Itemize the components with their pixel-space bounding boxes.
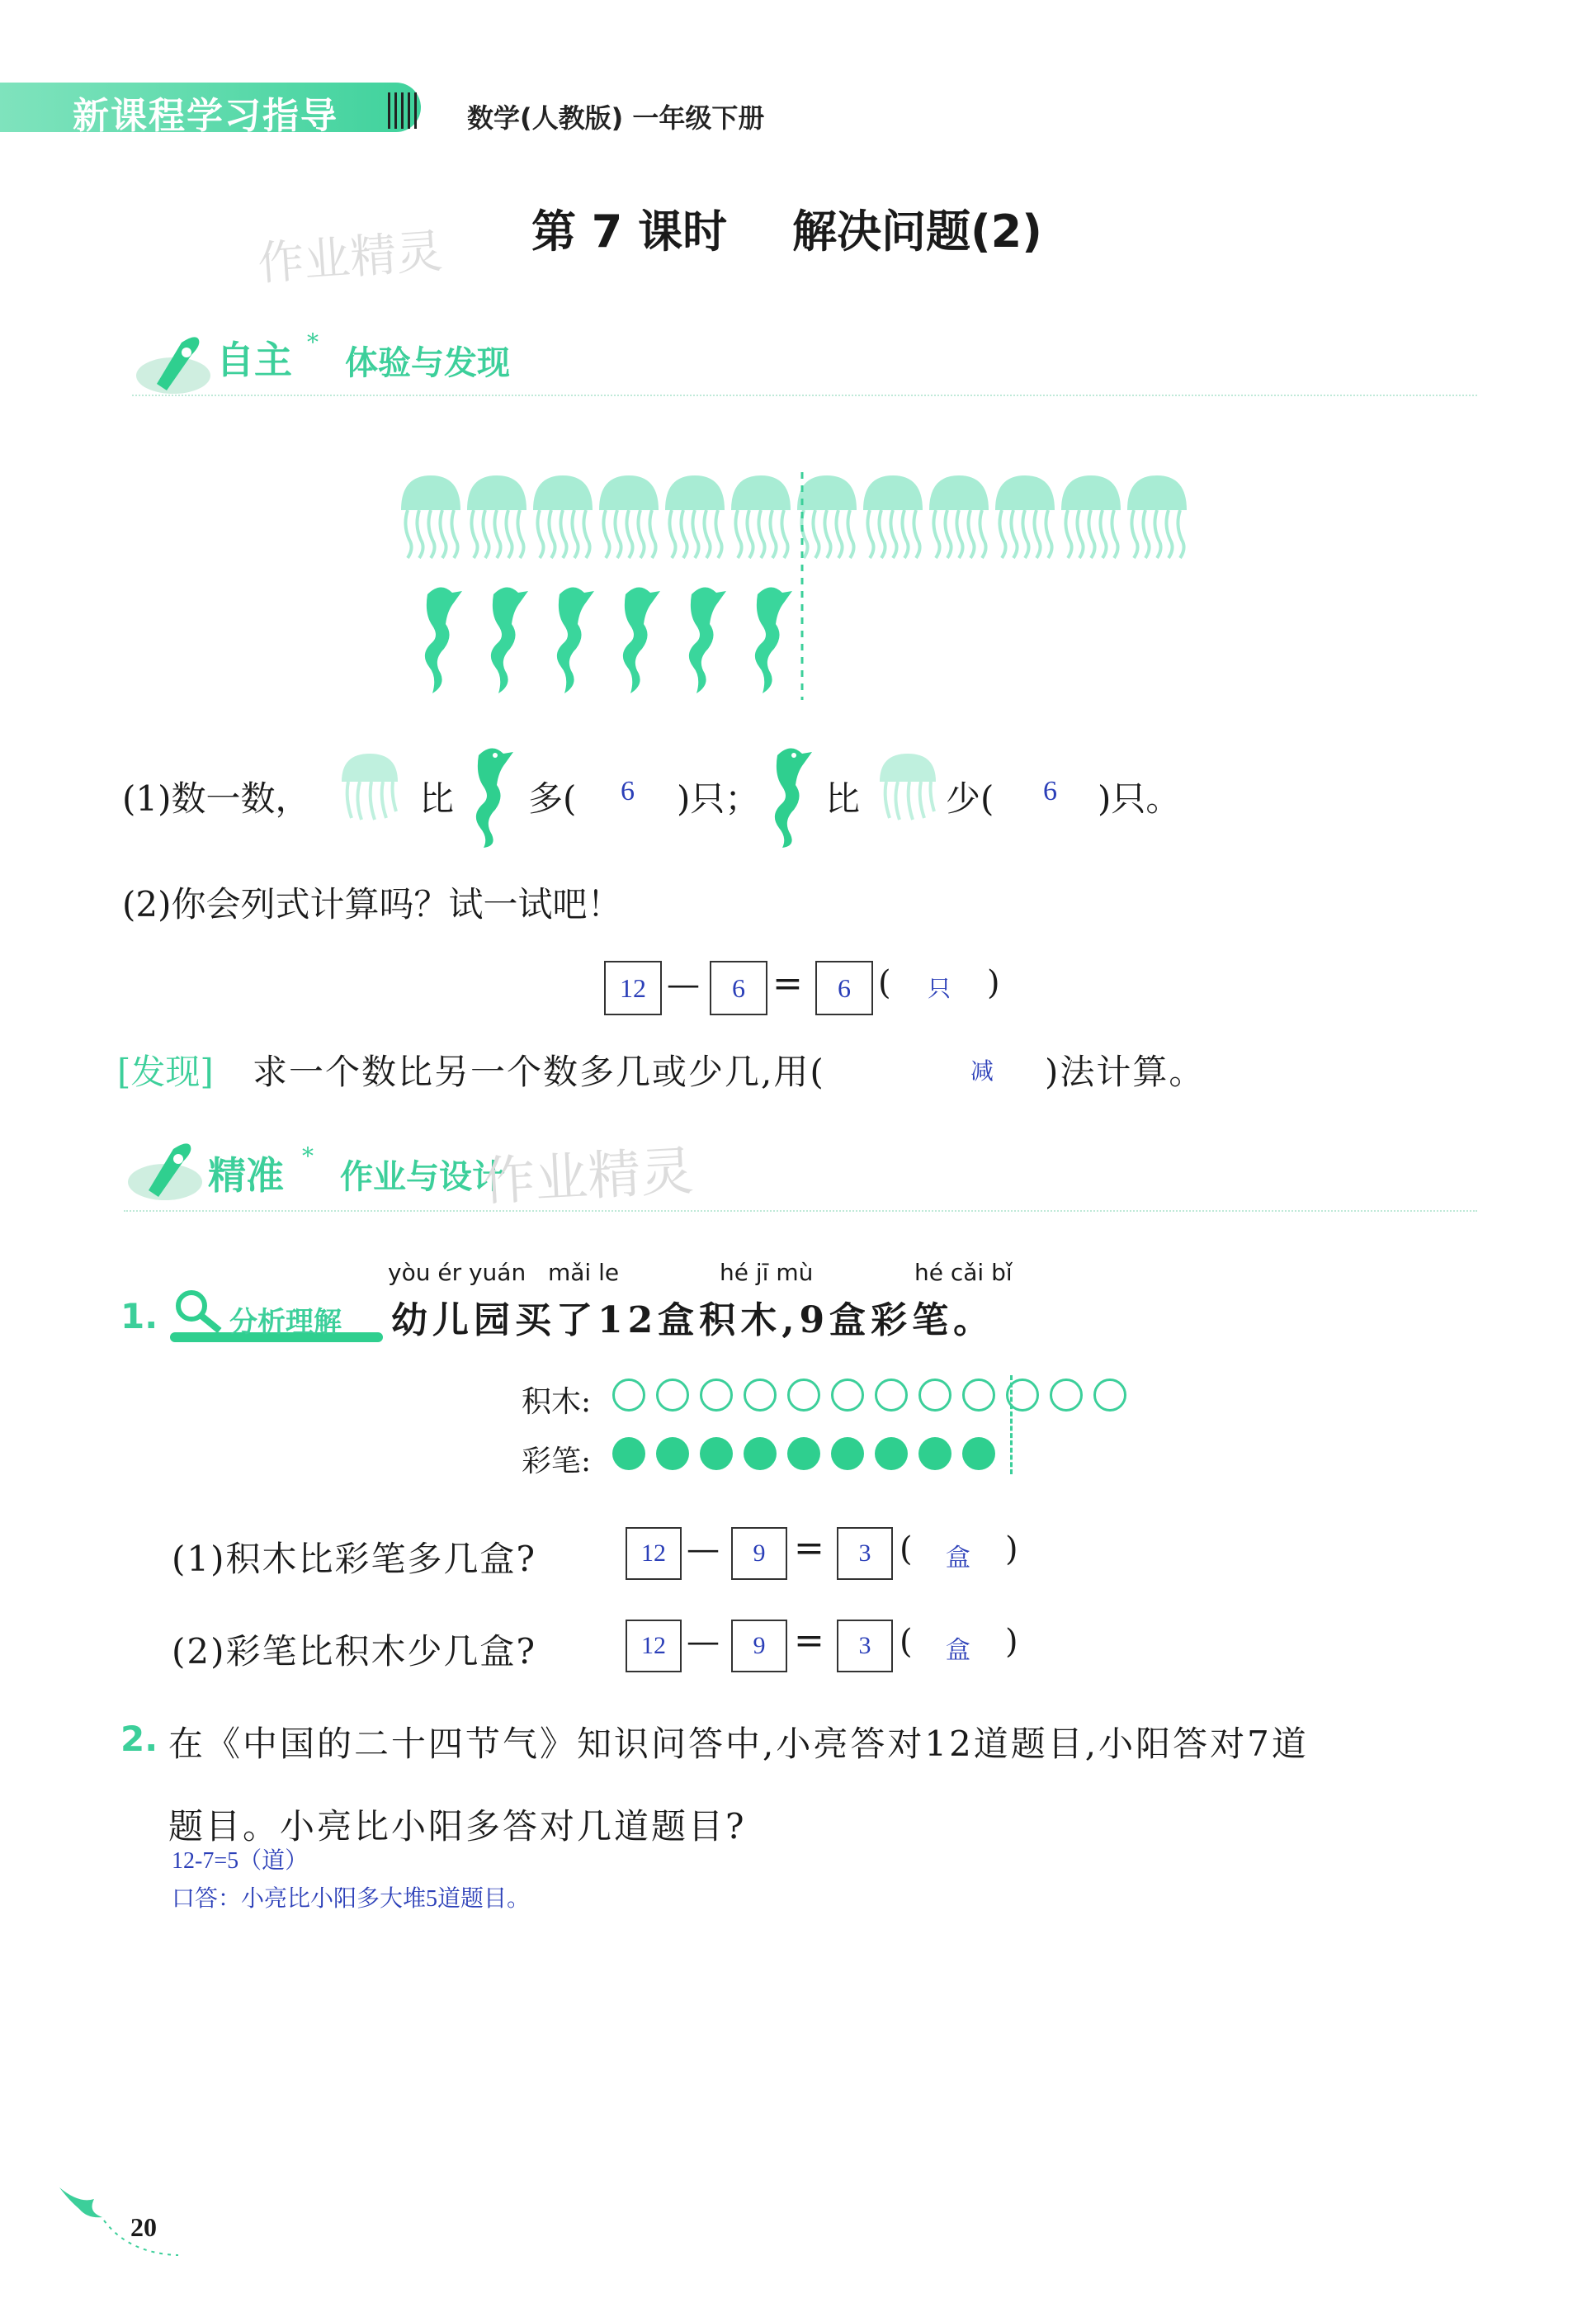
ex2-number: 2. [120, 1719, 158, 1759]
sub1-box-a: 12 [626, 1527, 682, 1580]
q1-bi-2: 比 [825, 778, 861, 819]
eq1-equals: = [772, 962, 803, 1005]
seahorse [491, 587, 528, 693]
block-circle [1050, 1379, 1083, 1412]
q1-zhi-1: )只； [677, 778, 760, 819]
sub1-paren-close: ) [1005, 1530, 1018, 1568]
jellyfish [929, 475, 989, 558]
pen-circle [612, 1437, 645, 1470]
ex1-number: 1. [120, 1296, 158, 1336]
q1-duo: 多( [528, 778, 577, 819]
block-circle [787, 1379, 820, 1412]
sub2-box-c: 3 [837, 1620, 893, 1672]
ex1-sub1-text: (1)积木比彩笔多几盒? [172, 1539, 537, 1579]
block-circle [1093, 1379, 1126, 1412]
magnifier-icon [170, 1288, 228, 1337]
pen-circle [831, 1437, 864, 1470]
pen-circle [787, 1437, 820, 1470]
pinyin-2: mǎi le [548, 1259, 620, 1286]
block-circle [700, 1379, 733, 1412]
jellyfish [731, 475, 791, 558]
lesson-topic: 解决问题(2) [792, 206, 1042, 258]
eq1-paren-open: ( [878, 964, 891, 1002]
section1-right: 体验与发现 [345, 344, 510, 382]
seahorse-icon [459, 739, 517, 854]
seahorse-icon-2 [758, 739, 815, 854]
discovery-before: 求一个数比另一个数多几或少几,用( [253, 1052, 825, 1092]
bird-icon [54, 2179, 187, 2262]
pen-circle [700, 1437, 733, 1470]
label-blocks: 积木: [522, 1385, 592, 1419]
ex2-line2: 题目。小亮比小阳多答对几道题目? [168, 1806, 747, 1847]
pen-circle [875, 1437, 908, 1470]
discovery-answer: 减 [970, 1057, 994, 1085]
sub2-paren-open: ( [900, 1623, 913, 1661]
sub1-box-c: 3 [837, 1527, 893, 1580]
q1-answer-1: 6 [621, 776, 635, 806]
header-stripes [388, 92, 421, 129]
block-circle [962, 1379, 995, 1412]
eq1-box-c: 6 [815, 961, 873, 1015]
pinyin-1: yòu ér yuán [388, 1259, 526, 1286]
seahorse [755, 587, 792, 693]
ex2-answer-text: 口答：小亮比小阳多大堆5道题目。 [172, 1886, 531, 1912]
ex2-line1: 在《中国的二十四节气》知识问答中,小亮答对12道题目,小阳答对7道 [168, 1724, 1309, 1764]
eq1-minus: — [667, 966, 700, 1004]
jellyfish [599, 475, 659, 558]
block-circle [744, 1379, 777, 1412]
jellyfish [797, 475, 857, 558]
ex2-answer-equation: 12-7=5（道） [172, 1848, 309, 1874]
eq1-box-a: 12 [604, 961, 662, 1015]
block-circle [831, 1379, 864, 1412]
book-title: 数学(人教版) 一年级下册 [467, 102, 765, 134]
ex1-sub2-text: (2)彩笔比积木少几盒? [172, 1631, 537, 1672]
jellyfish [1061, 475, 1121, 558]
block-circle [918, 1379, 951, 1412]
ex1-badge: 分析理解 [229, 1306, 342, 1339]
pinyin-4: hé cǎi bǐ [914, 1259, 1013, 1286]
jellyfish [533, 475, 593, 558]
star-icon: * [307, 329, 319, 356]
page-number: 20 [130, 2212, 157, 2242]
watermark: 作业精灵 [256, 225, 445, 291]
star-icon-2: * [302, 1142, 314, 1170]
eq1-box-b: 6 [710, 961, 767, 1015]
lesson-number: 第 7 课时 [531, 206, 728, 258]
watermark-2: 作业精灵 [480, 1141, 696, 1213]
jellyfish [1127, 475, 1187, 558]
section1-left: 自主 [216, 338, 292, 382]
sub2-box-b: 9 [731, 1620, 787, 1672]
seahorse-row [425, 587, 792, 693]
jellyfish-icon [337, 747, 403, 830]
discovery-tag: [发现] [117, 1052, 214, 1092]
pen-circle [962, 1437, 995, 1470]
section2-left: 精准 [208, 1153, 284, 1198]
seahorse [557, 587, 594, 693]
pinyin-3: hé jī mù [720, 1259, 814, 1286]
q1-zhi-2: )只。 [1098, 778, 1181, 819]
q1-bi: 比 [419, 778, 455, 819]
sub2-box-a: 12 [626, 1620, 682, 1672]
seahorse [623, 587, 660, 693]
compare-divider [1010, 1375, 1013, 1474]
label-pens: 彩笔: [522, 1445, 592, 1478]
rocket-icon [132, 326, 215, 400]
counting-illustration [396, 471, 1221, 710]
jellyfish [995, 475, 1055, 558]
ex1-statement: 幼儿园买了12盒积木,9盒彩笔。 [391, 1299, 995, 1341]
sub1-equals: = [794, 1527, 824, 1569]
jellyfish [467, 475, 526, 558]
block-circle [656, 1379, 689, 1412]
eq1-paren-close: ) [987, 964, 1000, 1002]
sub2-equals: = [794, 1620, 824, 1662]
eq1-unit: 只 [928, 975, 951, 1002]
sub2-minus: — [687, 1623, 720, 1661]
sub1-paren-open: ( [900, 1530, 913, 1568]
seahorse [689, 587, 726, 693]
block-circle [875, 1379, 908, 1412]
q1-prefix: (1)数一数， [122, 778, 310, 819]
jellyfish [665, 475, 725, 558]
jellyfish [401, 475, 460, 558]
section1-divider [132, 395, 1477, 396]
rocket-icon-2 [124, 1133, 206, 1207]
sub2-paren-close: ) [1005, 1623, 1018, 1661]
jellyfish-icon-2 [875, 747, 941, 830]
jellyfish [863, 475, 923, 558]
section2-right: 作业与设计 [340, 1158, 505, 1196]
series-title: 新课程学习指导 [73, 95, 338, 137]
sub2-unit: 盒 [946, 1636, 970, 1665]
pen-circle [744, 1437, 777, 1470]
jellyfish-row [401, 475, 1187, 558]
q2-text: (2)你会列式计算吗？试一试吧！ [122, 884, 622, 925]
q1-answer-2: 6 [1043, 776, 1057, 806]
pen-circle [656, 1437, 689, 1470]
discovery-after: )法计算。 [1045, 1052, 1206, 1092]
pen-circle [918, 1437, 951, 1470]
block-circle [612, 1379, 645, 1412]
section2-divider [124, 1210, 1477, 1212]
q1-shao: 少( [946, 778, 994, 819]
sub1-box-b: 9 [731, 1527, 787, 1580]
sub1-unit: 盒 [946, 1544, 970, 1572]
seahorse [425, 587, 462, 693]
sub1-minus: — [687, 1530, 720, 1568]
